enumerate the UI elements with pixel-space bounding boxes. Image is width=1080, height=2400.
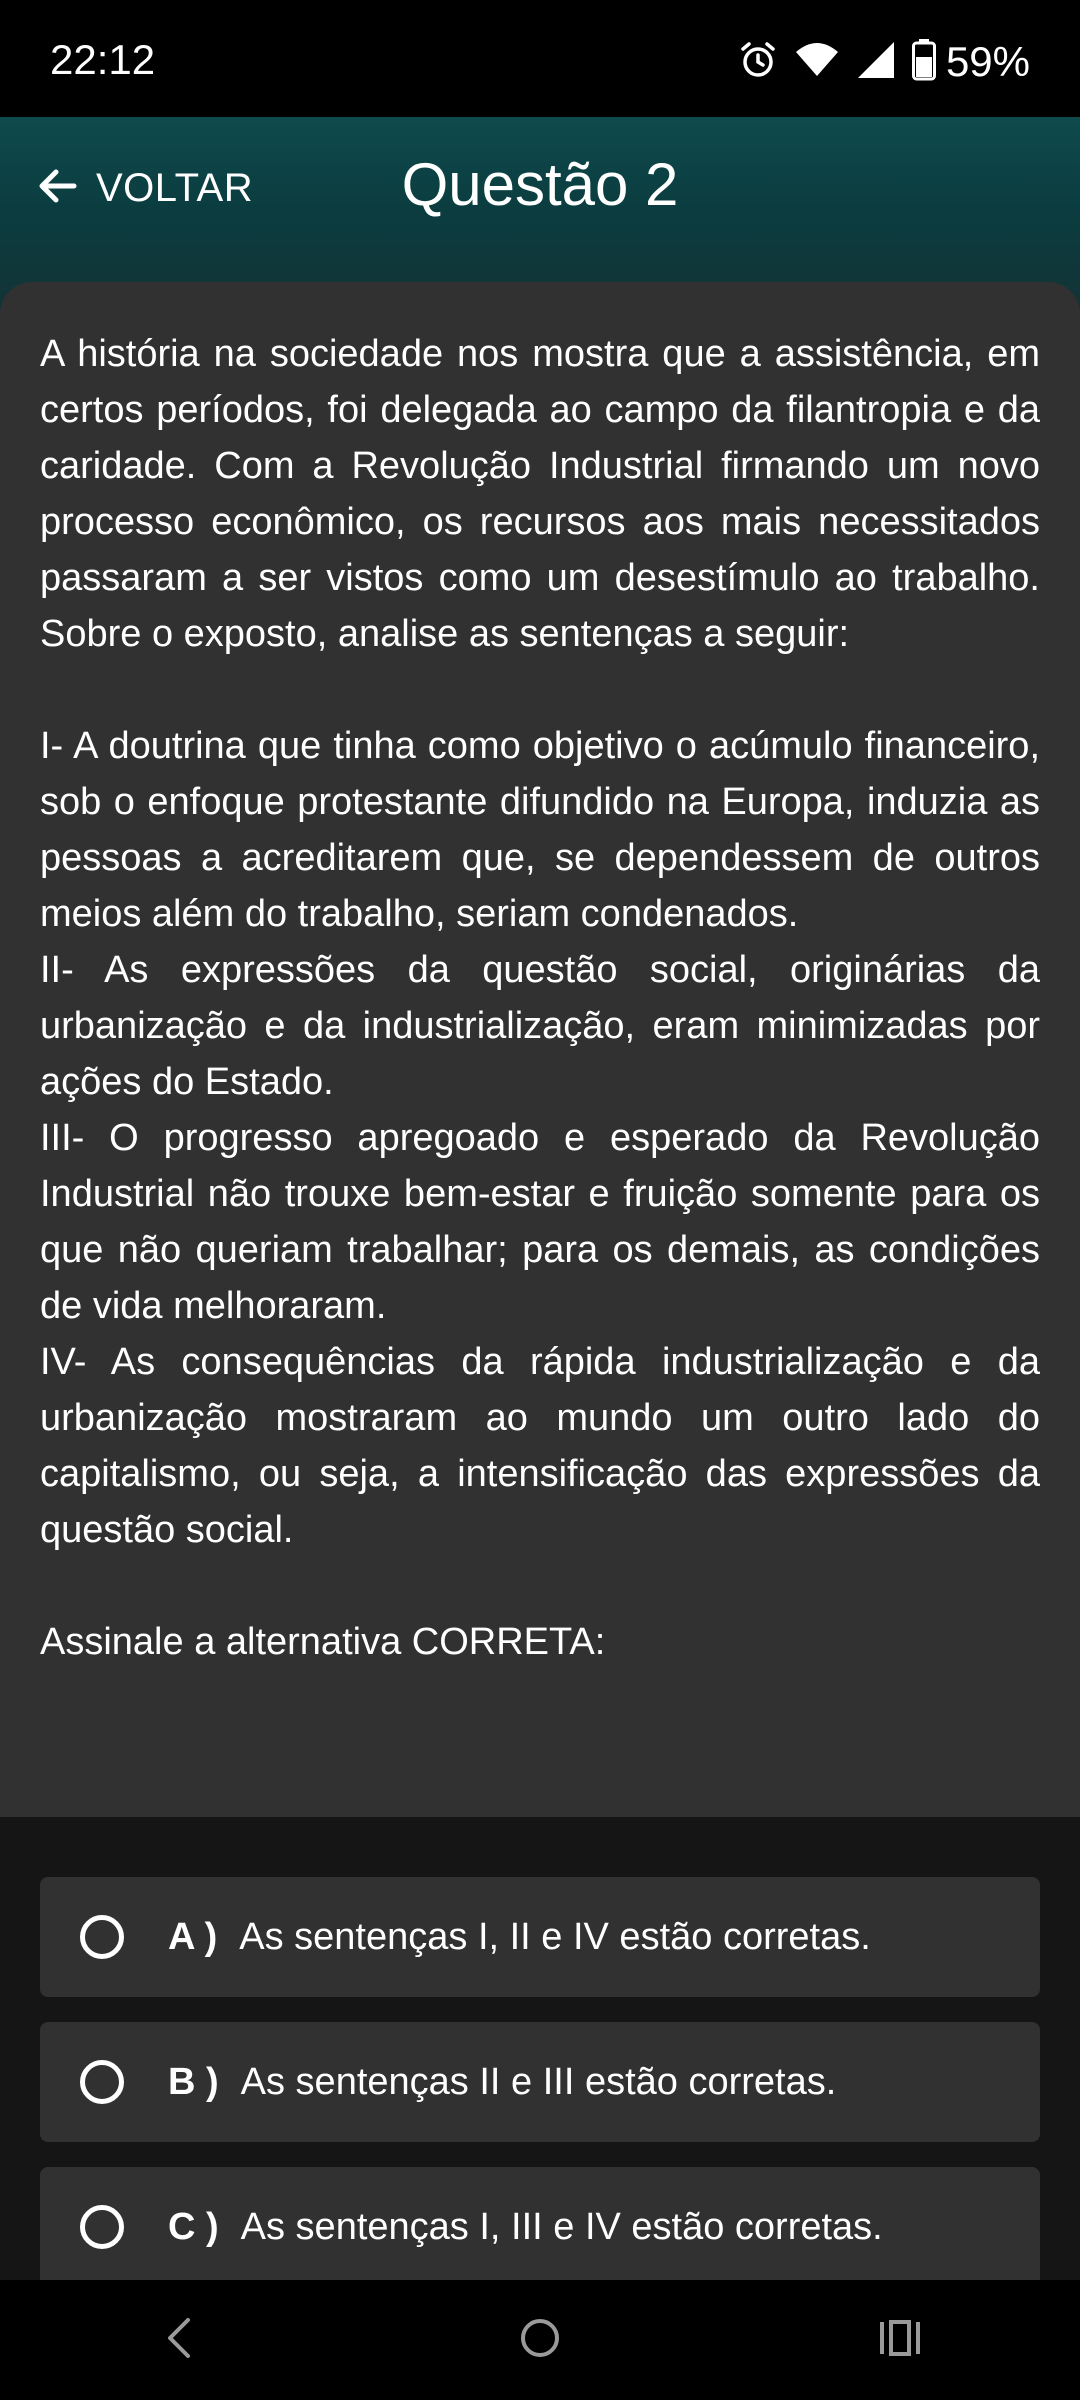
option-text: As sentenças I, II e IV estão corretas. [239, 1915, 871, 1958]
question-prompt: Assinale a alternativa CORRETA: [40, 1621, 606, 1663]
option-letter: C ) [168, 2205, 219, 2248]
question-text [40, 326, 1040, 1670]
back-nav-icon [162, 2316, 198, 2365]
nav-recents-button[interactable] [840, 2300, 960, 2380]
page-title: Questão 2 [401, 151, 679, 218]
question-intro: A história na sociedade nos mostra que a assistência, em certos períodos, foi delegada ao campo da filantropia e da caridade. Com a Revolução Industrial firmando um novo processo econômico, os recursos aos mais necessitados passaram a ser vistos como um desestímulo ao trabalho. Sobre o exposto, analise as sentenças a seguir: [40, 333, 1040, 655]
option-text: As sentenças I, III e IV estão corretas. [240, 2205, 883, 2248]
nav-back-button[interactable] [120, 2300, 240, 2380]
statement-3: III- O progresso apregoado e esperado da Revolução Industrial não trouxe bem-estar e fruição somente para os que não queriam trabalhar; para os demais, as condições de vida melhoraram. [40, 1117, 1040, 1327]
radio-button-icon[interactable] [80, 2205, 124, 2249]
home-nav-icon [518, 2316, 562, 2365]
alarm-icon [738, 40, 778, 85]
statement-1: I- A doutrina que tinha como objetivo o acúmulo financeiro, sob o enfoque protestante difundido na Europa, induzia as pessoas a acreditarem que, se dependessem de outros meios além do trabalho, seriam condenados. [40, 725, 1040, 935]
question-card [0, 282, 1080, 1817]
statement-2: II- As expressões da questão social, originárias da urbanização e da industrialização, eram minimizadas por ações do Estado. [40, 949, 1040, 1103]
status-icons [738, 38, 1030, 86]
option-letter: A ) [168, 1915, 218, 1958]
recents-nav-icon [878, 2318, 922, 2363]
answer-options [40, 1877, 1040, 2312]
nav-home-button[interactable] [480, 2300, 600, 2380]
status-bar [0, 0, 1080, 117]
option-letter: B ) [168, 2060, 219, 2103]
option-text: As sentenças II e III estão corretas. [240, 2060, 837, 2103]
battery-icon [912, 39, 936, 86]
signal-icon [856, 40, 896, 85]
radio-button-icon[interactable] [80, 1915, 124, 1959]
wifi-icon [794, 40, 840, 85]
status-time: 22:12 [50, 36, 156, 83]
statement-4: IV- As consequências da rápida industrialização e da urbanização mostraram ao mundo um outro lado do capitalismo, ou seja, a intensificação das expressões da questão social. [40, 1341, 1040, 1551]
option-b[interactable] [40, 2022, 1040, 2142]
battery-percentage: 59% [945, 38, 1030, 85]
option-c[interactable] [40, 2167, 1040, 2287]
option-a[interactable] [40, 1877, 1040, 1997]
radio-button-icon[interactable] [80, 2060, 124, 2104]
system-nav-bar [0, 2280, 1080, 2400]
back-button-label: VOLTAR [96, 165, 254, 210]
